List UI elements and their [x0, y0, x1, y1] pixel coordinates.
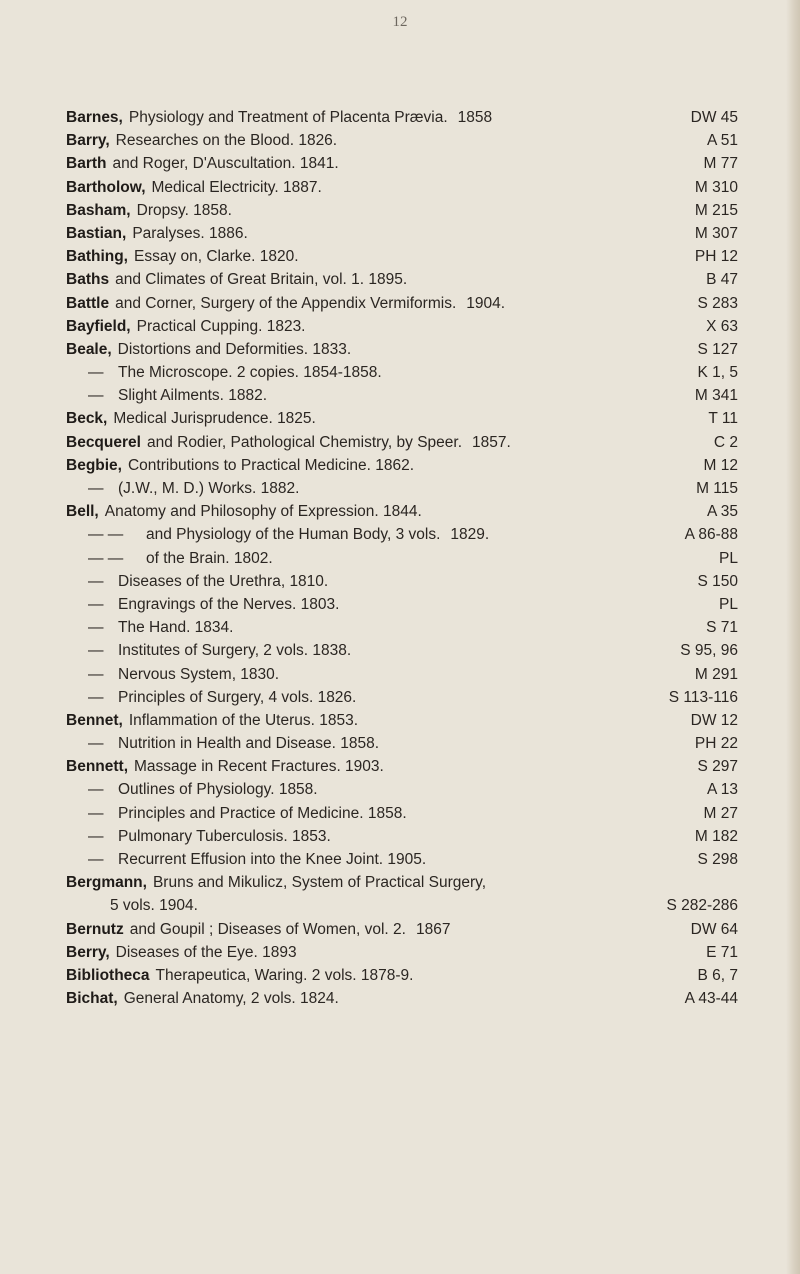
index-entry	[0, 268, 800, 291]
index-entry	[0, 500, 800, 523]
entry-shelf-ref: S 283	[697, 294, 738, 312]
entry-title: Medical Electricity. 1887.	[151, 178, 322, 196]
entry-ditto-dash: —	[88, 735, 104, 753]
entry-title: Inflammation of the Uterus. 1853.	[128, 711, 359, 729]
index-entry	[0, 825, 800, 848]
index-entry	[0, 941, 800, 964]
index-entry	[0, 477, 800, 500]
index-entry	[0, 593, 800, 616]
entry-author: Bibliotheca	[66, 966, 150, 984]
entry-shelf-ref: DW 12	[690, 711, 738, 729]
entry-title: Institutes of Surgery, 2 vols. 1838.	[118, 642, 352, 660]
index-entry	[0, 407, 800, 430]
entry-ditto-dash: —	[88, 619, 104, 637]
entry-title: Outlines of Physiology. 1858.	[118, 781, 318, 799]
entry-ditto-dash: —	[88, 688, 104, 706]
index-entry	[0, 384, 800, 407]
entry-year: 1829.	[450, 526, 490, 544]
index-entry	[0, 871, 800, 894]
entry-title: The Microscope. 2 copies. 1854-1858.	[118, 364, 382, 382]
entry-title: and Rodier, Pathological Chemistry, by Speer.	[146, 433, 463, 451]
entry-title: Distortions and Deformities. 1833.	[117, 340, 352, 358]
index-entry	[0, 454, 800, 477]
entry-author: Bastian,	[66, 224, 127, 242]
entry-shelf-ref: M 307	[694, 224, 738, 242]
entry-title: and Corner, Surgery of the Appendix Vermiformis.	[115, 294, 457, 312]
index-entry	[0, 778, 800, 801]
entry-year: 1858	[457, 109, 493, 126]
entry-ditto-dash: —	[88, 364, 104, 382]
entry-shelf-ref: E 71	[706, 943, 738, 961]
index-entry	[0, 523, 800, 546]
entry-ditto-dash: — —	[88, 549, 124, 567]
entry-title: Medical Jurisprudence. 1825.	[113, 410, 316, 428]
entry-shelf-ref: S 127	[697, 340, 738, 358]
entry-shelf-ref: M 215	[694, 201, 738, 219]
index-entry	[0, 987, 800, 1010]
entry-shelf-ref: T 11	[708, 410, 738, 428]
entry-title: Engravings of the Nerves. 1803.	[118, 595, 340, 613]
entry-shelf-ref: M 27	[703, 804, 738, 822]
entry-shelf-ref: A 35	[706, 503, 738, 521]
entry-ditto-dash: —	[88, 827, 104, 845]
index-entry	[0, 292, 800, 315]
entry-shelf-ref: B 6, 7	[697, 966, 738, 984]
entry-ditto-dash: —	[88, 665, 104, 683]
index-entry	[0, 106, 800, 129]
entry-title: Nutrition in Health and Disease. 1858.	[118, 735, 380, 753]
entry-shelf-ref: C 2	[713, 433, 738, 451]
entry-shelf-ref: S 282-286	[666, 897, 738, 915]
entry-shelf-ref: A 51	[706, 132, 738, 150]
entry-title: Bruns and Mikulicz, System of Practical Surgery,	[152, 874, 487, 892]
entry-author: Bennet,	[66, 711, 123, 729]
entry-author: Basham,	[66, 201, 131, 219]
entry-title: and Climates of Great Britain, vol. 1. 1895.	[115, 271, 408, 289]
index-entry	[0, 338, 800, 361]
entry-year: 1857.	[472, 433, 511, 451]
entry-shelf-ref: A 86-88	[684, 526, 738, 544]
index-entry	[0, 431, 800, 454]
entry-year: 1904.	[466, 294, 506, 312]
entry-author: Bernutz	[66, 920, 124, 938]
entry-author: Beck,	[66, 410, 108, 428]
index-entry	[0, 315, 800, 338]
entry-ditto-dash: —	[88, 480, 104, 497]
index-entries	[0, 106, 800, 1010]
index-entry	[0, 894, 800, 917]
entry-author: Barth	[66, 155, 107, 173]
index-entry	[0, 222, 800, 245]
entry-ditto-dash: — —	[88, 526, 124, 544]
entry-shelf-ref: S 150	[697, 572, 738, 590]
entry-title: Practical Cupping. 1823.	[136, 317, 306, 335]
entry-shelf-ref: PL	[719, 549, 738, 567]
entry-author: Baths	[66, 271, 110, 289]
index-entry	[0, 848, 800, 871]
entry-shelf-ref: B 47	[706, 271, 738, 289]
page-number: 12	[392, 14, 408, 30]
entry-shelf-ref: A 43-44	[684, 990, 738, 1008]
entry-ditto-dash: —	[88, 804, 104, 822]
index-entry	[0, 570, 800, 593]
entry-shelf-ref: DW 45	[690, 109, 738, 126]
index-entry	[0, 639, 800, 662]
entry-ditto-dash: —	[88, 781, 104, 799]
entry-author: Becquerel	[66, 433, 141, 451]
entry-ditto-dash: —	[88, 642, 104, 660]
index-entry	[0, 129, 800, 152]
entry-title: and Physiology of the Human Body, 3 vols.	[146, 526, 441, 544]
index-entry	[0, 547, 800, 570]
entry-title: Contributions to Practical Medicine. 1862.	[127, 456, 415, 474]
entry-shelf-ref: A 13	[706, 781, 738, 799]
entry-author: Beale,	[66, 340, 112, 358]
entry-title: Recurrent Effusion into the Knee Joint. 1905.	[118, 851, 427, 868]
entry-shelf-ref: S 113-116	[668, 688, 738, 706]
entry-title: of the Brain. 1802.	[146, 549, 273, 567]
entry-shelf-ref: M 12	[703, 456, 738, 474]
index-entry	[0, 709, 800, 732]
entry-shelf-ref: S 71	[706, 619, 738, 637]
entry-shelf-ref: M 310	[694, 178, 738, 196]
entry-shelf-ref: M 182	[694, 827, 738, 845]
entry-title: The Hand. 1834.	[118, 619, 234, 637]
index-entry	[0, 918, 800, 941]
entry-author: Barry,	[66, 132, 110, 150]
entry-author: Bartholow,	[66, 178, 146, 196]
entry-title: Physiology and Treatment of Placenta Prævia.	[128, 109, 448, 126]
entry-shelf-ref: S 297	[697, 758, 738, 776]
entry-title: Principles of Surgery, 4 vols. 1826.	[118, 688, 357, 706]
index-entry	[0, 245, 800, 268]
entry-title: Slight Ailments. 1882.	[118, 387, 268, 405]
entry-title: and Roger, D'Auscultation. 1841.	[112, 155, 339, 173]
entry-title: (J.W., M. D.) Works. 1882.	[118, 480, 300, 497]
entry-title: Paralyses. 1886.	[132, 224, 248, 242]
entry-author: Begbie,	[66, 456, 122, 474]
entry-shelf-ref: PH 22	[694, 735, 738, 753]
entry-author: Bell,	[66, 503, 99, 521]
entry-title: Principles and Practice of Medicine. 1858.	[118, 804, 407, 822]
entry-title: Massage in Recent Fractures. 1903.	[134, 758, 384, 776]
entry-title: Pulmonary Tuberculosis. 1853.	[118, 827, 331, 845]
entry-shelf-ref: M 291	[694, 665, 738, 683]
entry-shelf-ref: K 1, 5	[697, 364, 738, 382]
entry-year: 1867	[415, 920, 451, 938]
entry-author: Bayfield,	[66, 317, 131, 335]
entry-shelf-ref: M 115	[696, 480, 738, 497]
entry-title: Dropsy. 1858.	[136, 201, 232, 219]
entry-shelf-ref: PL	[719, 595, 738, 613]
entry-title: Nervous System, 1830.	[118, 665, 280, 683]
entry-title: 5 vols. 1904.	[110, 897, 198, 915]
entry-title: Essay on, Clarke. 1820.	[134, 248, 299, 266]
entry-title: General Anatomy, 2 vols. 1824.	[123, 990, 339, 1008]
entry-author: Berry,	[66, 943, 110, 961]
entry-author: Barnes,	[66, 109, 123, 126]
entry-author: Battle	[66, 294, 110, 312]
index-entry	[0, 199, 800, 222]
index-entry	[0, 964, 800, 987]
entry-shelf-ref: X 63	[706, 317, 738, 335]
entry-author: Bichat,	[66, 990, 118, 1008]
index-entry	[0, 732, 800, 755]
index-entry	[0, 755, 800, 778]
entry-shelf-ref: M 77	[703, 155, 738, 173]
entry-ditto-dash: —	[88, 595, 104, 613]
index-entry	[0, 361, 800, 384]
entry-author: Bennett,	[66, 758, 128, 776]
index-entry	[0, 802, 800, 825]
entry-title: Therapeutica, Waring. 2 vols. 1878-9.	[155, 966, 414, 984]
index-entry	[0, 686, 800, 709]
entry-title: Anatomy and Philosophy of Expression. 1844.	[104, 503, 422, 521]
entry-shelf-ref: S 95, 96	[680, 642, 738, 660]
index-entry	[0, 176, 800, 199]
entry-shelf-ref: S 298	[697, 851, 738, 868]
entry-shelf-ref: M 341	[694, 387, 738, 405]
index-entry	[0, 616, 800, 639]
index-entry	[0, 663, 800, 686]
entry-author: Bergmann,	[66, 874, 147, 892]
entry-shelf-ref: DW 64	[690, 920, 738, 938]
entry-title: Researches on the Blood. 1826.	[115, 132, 338, 150]
entry-shelf-ref: PH 12	[694, 248, 738, 266]
entry-title: Diseases of the Eye. 1893	[115, 943, 297, 961]
entry-title: and Goupil ; Diseases of Women, vol. 2.	[129, 920, 406, 938]
entry-author: Bathing,	[66, 248, 128, 266]
entry-ditto-dash: —	[88, 851, 104, 868]
entry-ditto-dash: —	[88, 387, 104, 405]
entry-ditto-dash: —	[88, 572, 104, 590]
index-entry	[0, 152, 800, 175]
entry-title: Diseases of the Urethra, 1810.	[118, 572, 329, 590]
